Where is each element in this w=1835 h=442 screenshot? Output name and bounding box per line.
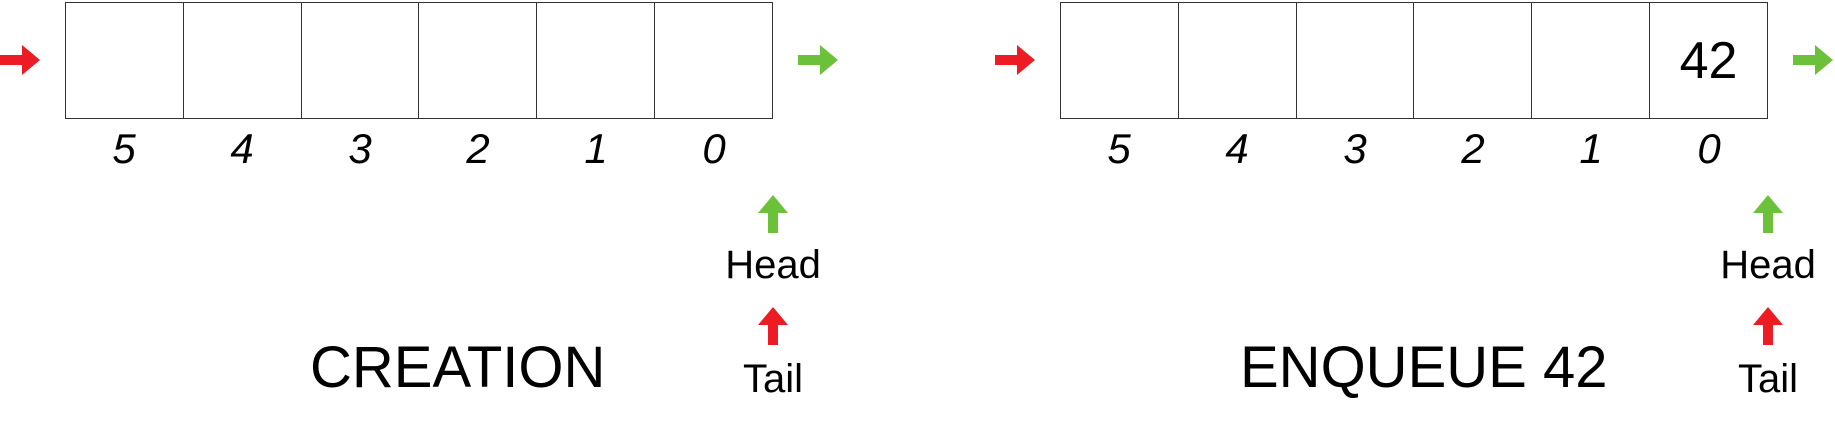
queue-cell: [1179, 3, 1297, 118]
queue-cell: [537, 3, 655, 118]
index-label: 0: [1697, 125, 1721, 172]
enqueue-arrow-icon: [995, 42, 1037, 78]
index-label: 3: [1343, 125, 1367, 172]
head-label: Head: [725, 243, 821, 287]
index-label: 4: [1225, 125, 1249, 172]
panel-creation: [0, 0, 900, 442]
panel-enqueue: [995, 0, 1835, 442]
tail-pointer-arrow-icon: [1750, 305, 1786, 345]
index-label: 5: [1107, 125, 1131, 172]
tail-label: Tail: [742, 357, 804, 401]
queue-cell: [302, 3, 420, 118]
queue-cell: [66, 3, 184, 118]
queue-cell: [1061, 3, 1179, 118]
head-pointer-arrow-icon: [1750, 193, 1786, 233]
queue-cell: [1414, 3, 1532, 118]
queue-array: [1060, 2, 1768, 119]
head-pointer-arrow-icon: [755, 193, 791, 233]
index-row: [65, 124, 773, 174]
queue-cell: [1532, 3, 1650, 118]
index-label: 1: [1579, 125, 1603, 172]
dequeue-arrow-icon: [798, 42, 840, 78]
index-label: 1: [584, 125, 608, 172]
index-label: 2: [466, 125, 490, 172]
dequeue-arrow-icon: [1793, 42, 1835, 78]
queue-cell: [184, 3, 302, 118]
index-label: 0: [702, 125, 726, 172]
queue-cell: [419, 3, 537, 118]
queue-cell: [1297, 3, 1415, 118]
index-label: 4: [230, 125, 254, 172]
operation-caption: CREATION: [310, 335, 606, 400]
index-label: 5: [112, 125, 136, 172]
queue-cell: [655, 3, 772, 118]
enqueue-arrow-icon: [0, 42, 42, 78]
queue-array: [65, 2, 773, 119]
tail-label: Tail: [1737, 357, 1799, 401]
head-label: Head: [1720, 243, 1816, 287]
tail-pointer-arrow-icon: [755, 305, 791, 345]
index-label: 3: [348, 125, 372, 172]
operation-caption: ENQUEUE 42: [1240, 335, 1608, 400]
index-row: [1060, 124, 1768, 174]
queue-cell: 42: [1679, 31, 1738, 90]
index-label: 2: [1461, 125, 1485, 172]
